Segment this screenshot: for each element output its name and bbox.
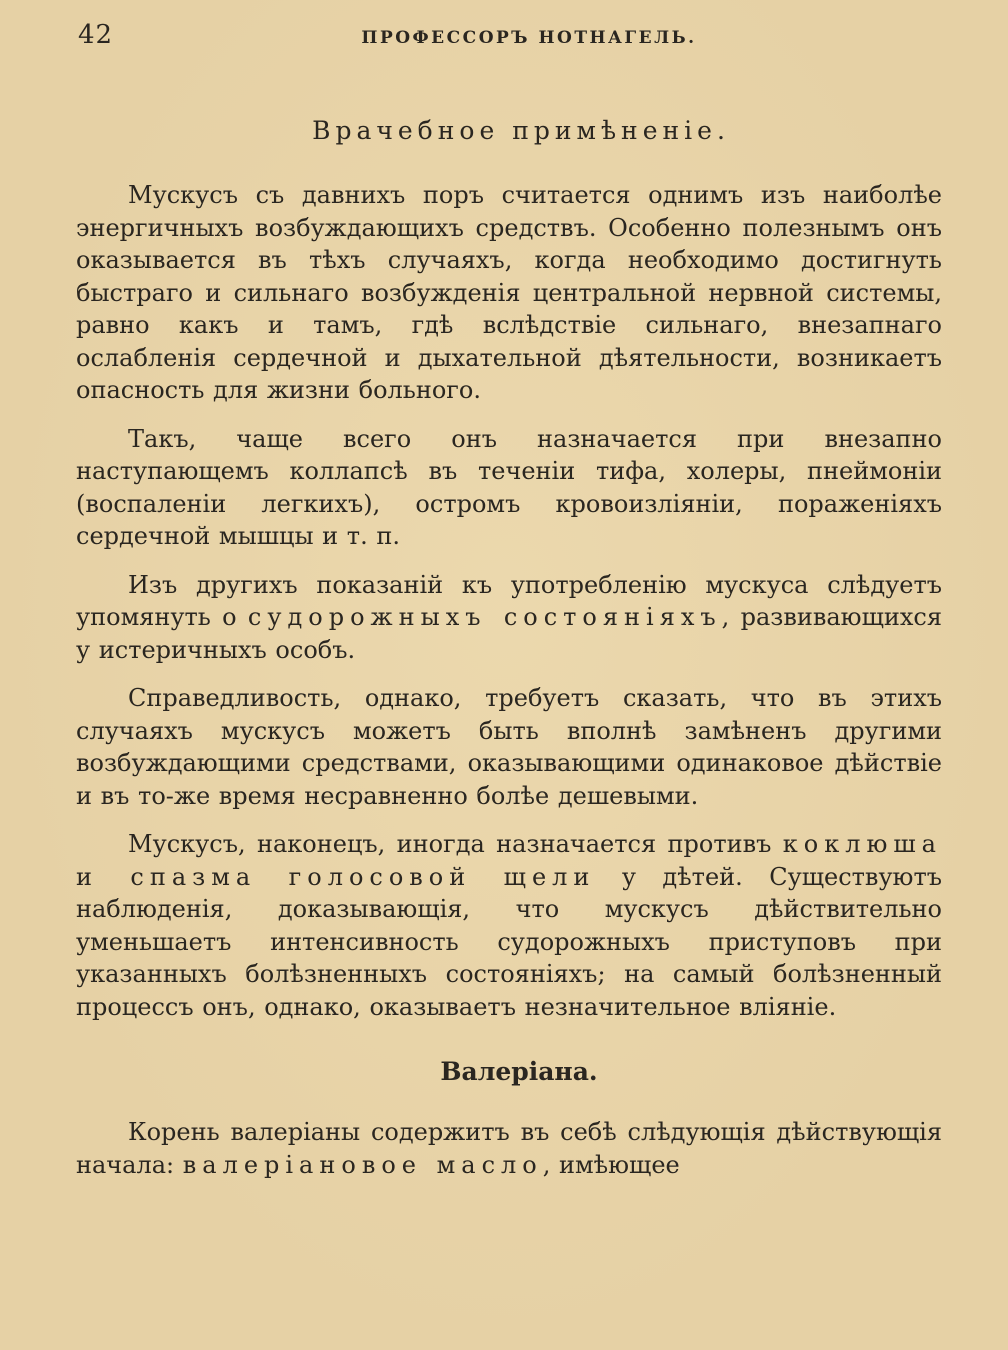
section-heading: Врачебное примѣненіе. <box>312 116 730 145</box>
subsection-heading: Валеріана. <box>440 1057 598 1086</box>
paragraph-valerian <box>76 1116 942 1181</box>
paragraph-text: у дѣтей. Существуютъ наблюденія, доказывающія, что мускусъ дѣйствительно уменьшаетъ интенсивность судорожныхъ приступовъ при указанныхъ болѣзненныхъ состояніяхъ; на самый болѣзненный процессъ онъ, однако, оказываетъ незначительное вліяніе. <box>76 862 942 1021</box>
running-title: ПРОФЕССОРЪ НОТНАГЕЛЬ. <box>361 28 697 48</box>
spaced-emphasis: судорожныхъ состояніяхъ <box>247 603 722 631</box>
page-number: 42 <box>78 20 114 50</box>
paragraph-text: , развивающихся у истеричныхъ особъ. <box>76 603 942 664</box>
running-head <box>76 14 942 54</box>
paragraph-musk-collapse: Такъ, чаще всего онъ назначается при внезапно наступающемъ коллапсѣ въ теченіи тифа, холеры, пнеймоніи (воспаленіи легкихъ), остромъ кровоизліяніи, пораженіяхъ сердечной мышцы и т. п. <box>76 424 942 550</box>
paragraph-musk-convulsions <box>76 569 942 667</box>
paragraph-text: Мускусъ, наконецъ, иногда назначается противъ <box>128 830 783 858</box>
spaced-emphasis: валеріановое масло <box>182 1150 543 1179</box>
paragraph-text: Корень валеріаны содержитъ въ себѣ слѣдующія дѣйствующія начала: <box>76 1118 942 1179</box>
paragraph-musk-whooping-cough <box>76 828 942 1023</box>
paragraph-text: Изъ другихъ показаній къ употребленію мускуса слѣдуетъ упомянуть о <box>76 570 942 631</box>
spaced-emphasis: коклюша и спазма голосовой щели <box>76 830 942 891</box>
paragraph-musk-intro: Мускусъ съ давнихъ поръ считается однимъ изъ наиболѣе энергичныхъ возбуждающихъ средствъ. Особенно полезнымъ онъ оказывается въ тѣхъ случаяхъ, когда необходимо достигнуть быстраго и сильнаго возбужденія центральной нервной системы, равно какъ и тамъ, гдѣ вслѣдствіе сильнаго, внезапнаго ослабленія сердечной и дыхательной дѣятельности, возникаетъ опасность для жизни больного. <box>76 181 942 404</box>
paragraph-musk-substitutes: Справедливость, однако, требуетъ сказать, что въ этихъ случаяхъ мускусъ можетъ быть вполнѣ замѣненъ другими возбуждающими средствами, оказывающими одинаковое дѣйствіе и въ то-же время несравненно болѣе дешевыми. <box>76 684 942 810</box>
paragraph-text: , имѣющее <box>542 1150 680 1179</box>
